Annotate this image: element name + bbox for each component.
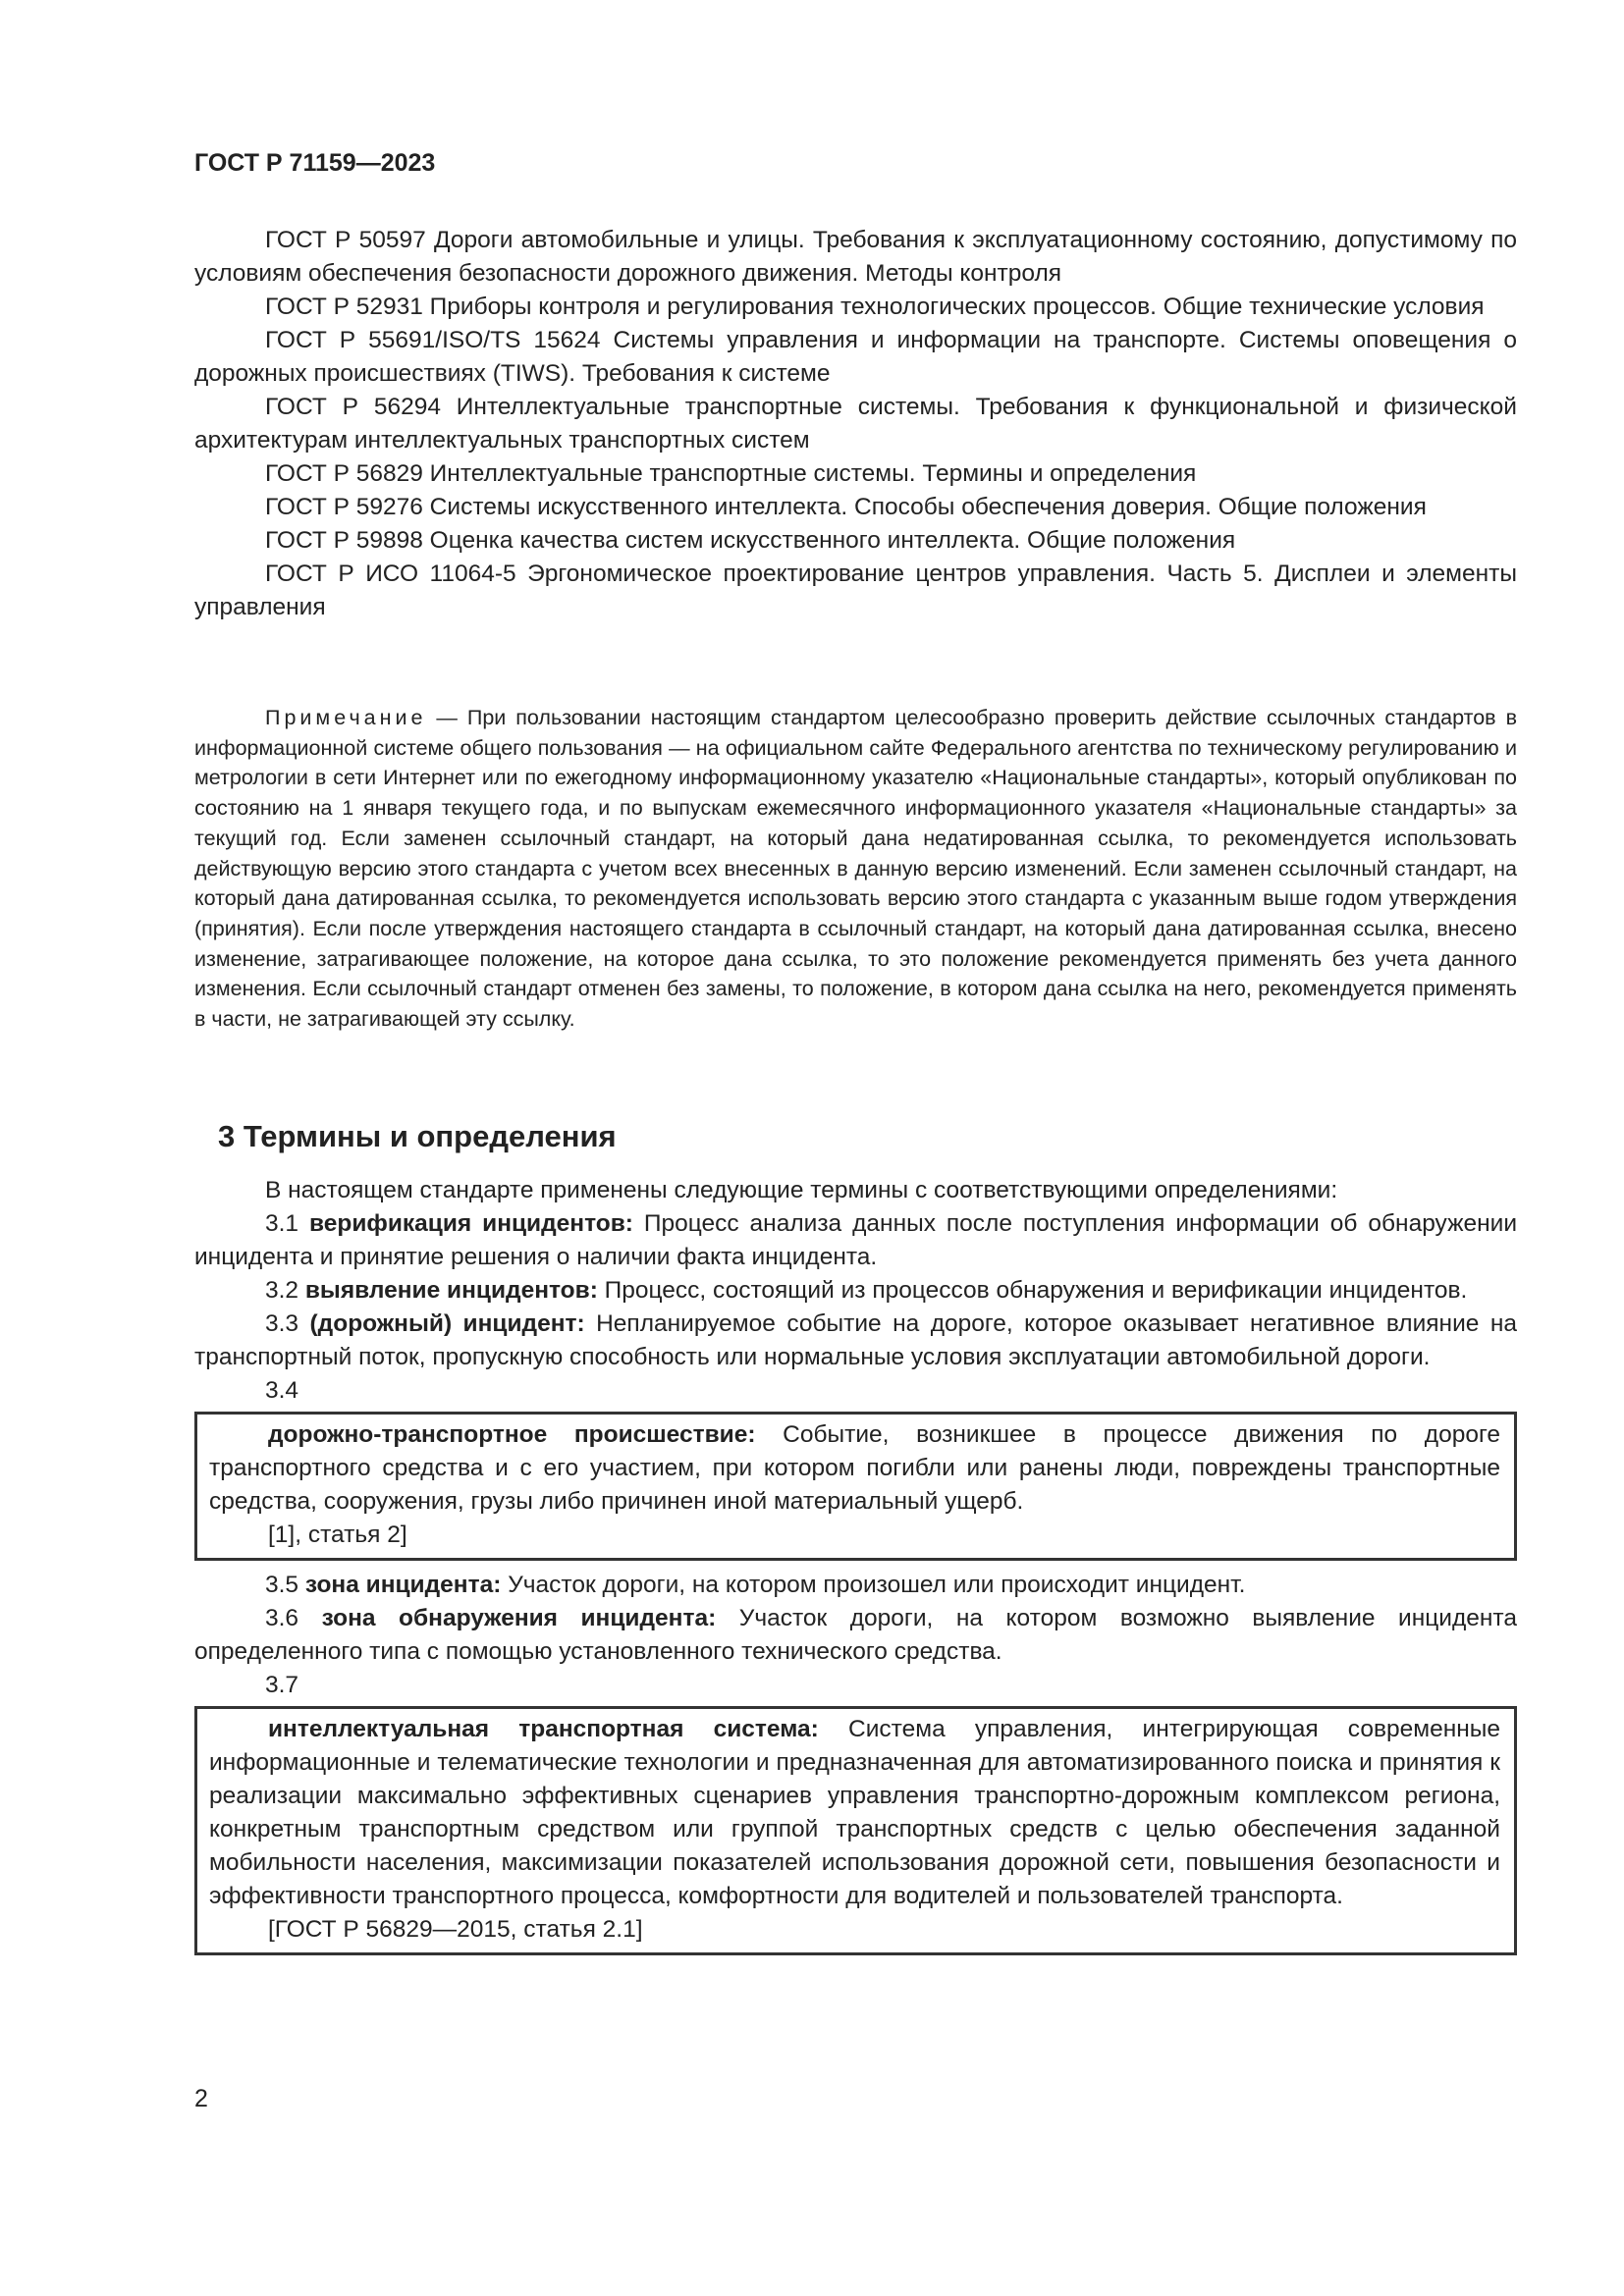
term-definition: Участок дороги, на котором произошел или происходит инцидент. — [501, 1572, 1246, 1598]
term-number: 3.6 — [265, 1605, 322, 1631]
term-source: [ГОСТ Р 56829—2015, статья 2.1] — [268, 1916, 643, 1943]
normative-references — [194, 224, 1517, 624]
term-3-2 — [194, 1274, 1517, 1308]
term-name: зона инцидента: — [304, 1572, 502, 1598]
term-name: дорожно-транспортное происшествие: — [268, 1421, 756, 1448]
term-source: [1], статья 2] — [268, 1522, 407, 1548]
reference-item: ГОСТ Р 59898 Оценка качества систем искусственного интеллекта. Общие положения — [265, 527, 1236, 554]
term-definition: Событие, возникшее в процессе движения по дороге транспортного средства и с его участием, при котором погибли или ранены люди, повреждены транспортные средства, сооружения, грузы либо причинен иной материальный ущерб. — [209, 1421, 1500, 1515]
term-definition: Непланируемое событие на дороге, которое оказывает негативное влияние на транспортный поток, пропускную способность или нормальные условия эксплуатации автомобильной дороги. — [194, 1310, 1517, 1370]
page-number: 2 — [194, 2085, 208, 2112]
term-3-5 — [194, 1569, 1517, 1602]
term-3-6 — [194, 1602, 1517, 1669]
term-3-7-box — [194, 1706, 1517, 1955]
term-3-3 — [194, 1308, 1517, 1374]
term-number: 3.3 — [265, 1310, 310, 1337]
term-3-1 — [194, 1207, 1517, 1274]
term-number: 3.7 — [265, 1672, 299, 1698]
reference-item: ГОСТ Р 55691/ISO/TS 15624 Системы управления и информации на транспорте. Системы оповещения о дорожных происшествиях (TIWS). Требования к системе — [194, 327, 1517, 387]
note-text: — При пользовании настоящим стандартом целесообразно проверить действие ссылочных стандартов в информационной системе общего пользования — на официальном сайте Федерального агентства по техническому регулированию и метрологии в сети Интернет или по ежегодному информационному указателю «Национальные стандарты», который опубликован по состоянию на 1 января текущего года, и по выпускам ежемесячного информационного указателя «Национальные стандарты» за текущий год. Если заменен ссылочный стандарт, на который дана недатированная ссылка, то рекомендуется использовать действующую версию этого стандарта с учетом всех внесенных в данную версию изменений. Если заменен ссылочный стандарт, на который дана датированная ссылка, то рекомендуется использовать версию этого стандарта с указанным выше годом утверждения (принятия). Если после утверждения настоящего стандарта в ссылочный стандарт, на который дана датированная ссылка, внесено изменение, затрагивающее положение, на которое дана ссылка, то это положение рекомендуется применять без учета данного изменения. Если ссылочный стандарт отменен без замены, то положение, в котором дана ссылка на него, рекомендуется применять в части, не затрагивающей эту ссылку. — [194, 706, 1517, 1032]
document-header: ГОСТ Р 71159—2023 — [194, 149, 436, 177]
term-name: (дорожный) инцидент: — [309, 1310, 585, 1337]
term-definition: Система управления, интегрирующая современные информационные и телематические технологии и предназначенная для автоматизированного поиска и принятия к реализации максимально эффективных сценариев управления транспортно-дорожным комплексом региона, конкретным транспортным средством или группой транспортных средств с целью обеспечения заданной мобильности населения, максимизации показателей использования дорожной сети, повышения безопасности и эффективности транспортного процесса, комфортности для водителей и пользователей транспорта. — [209, 1716, 1500, 1909]
section-heading: 3 Термины и определения — [218, 1119, 617, 1153]
term-3-4-box — [194, 1412, 1517, 1561]
term-number: 3.1 — [265, 1210, 309, 1237]
term-definition: Процесс, состоящий из процессов обнаружения и верификации инцидентов. — [597, 1277, 1468, 1304]
reference-item: ГОСТ Р 52931 Приборы контроля и регулирования технологических процессов. Общие технические условия — [265, 294, 1485, 320]
reference-item: ГОСТ Р ИСО 11064-5 Эргономическое проектирование центров управления. Часть 5. Дисплеи и элементы управления — [194, 561, 1517, 620]
reference-item: ГОСТ Р 56829 Интеллектуальные транспортные системы. Термины и определения — [265, 460, 1197, 487]
term-definition: Процесс анализа данных после поступления информации об обнаружении инцидента и принятие решения о наличии факта инцидента. — [194, 1210, 1517, 1270]
term-name: зона обнаружения инцидента: — [321, 1605, 717, 1631]
section-intro: В настоящем стандарте применены следующие термины с соответствующими определениями: — [265, 1177, 1338, 1203]
term-number: 3.2 — [265, 1277, 305, 1304]
term-name: выявление инцидентов: — [304, 1277, 598, 1304]
term-number: 3.5 — [265, 1572, 305, 1598]
term-name: интеллектуальная транспортная система: — [268, 1716, 819, 1742]
term-number: 3.4 — [265, 1377, 299, 1404]
term-name: верификация инцидентов: — [309, 1210, 633, 1237]
reference-item: ГОСТ Р 50597 Дороги автомобильные и улицы. Требования к эксплуатационному состоянию, допустимому по условиям обеспечения безопасности дорожного движения. Методы контроля — [194, 227, 1517, 287]
terms-list — [194, 1174, 1517, 1963]
note-label: Примечание — [265, 706, 427, 729]
term-definition: Участок дороги, на котором возможно выявление инцидента определенного типа с помощью установленного технического средства. — [194, 1605, 1517, 1665]
reference-item: ГОСТ Р 56294 Интеллектуальные транспортные системы. Требования к функциональной и физической архитектурам интеллектуальных транспортных систем — [194, 394, 1517, 454]
note — [194, 703, 1517, 1035]
reference-item: ГОСТ Р 59276 Системы искусственного интеллекта. Способы обеспечения доверия. Общие положения — [265, 494, 1427, 520]
